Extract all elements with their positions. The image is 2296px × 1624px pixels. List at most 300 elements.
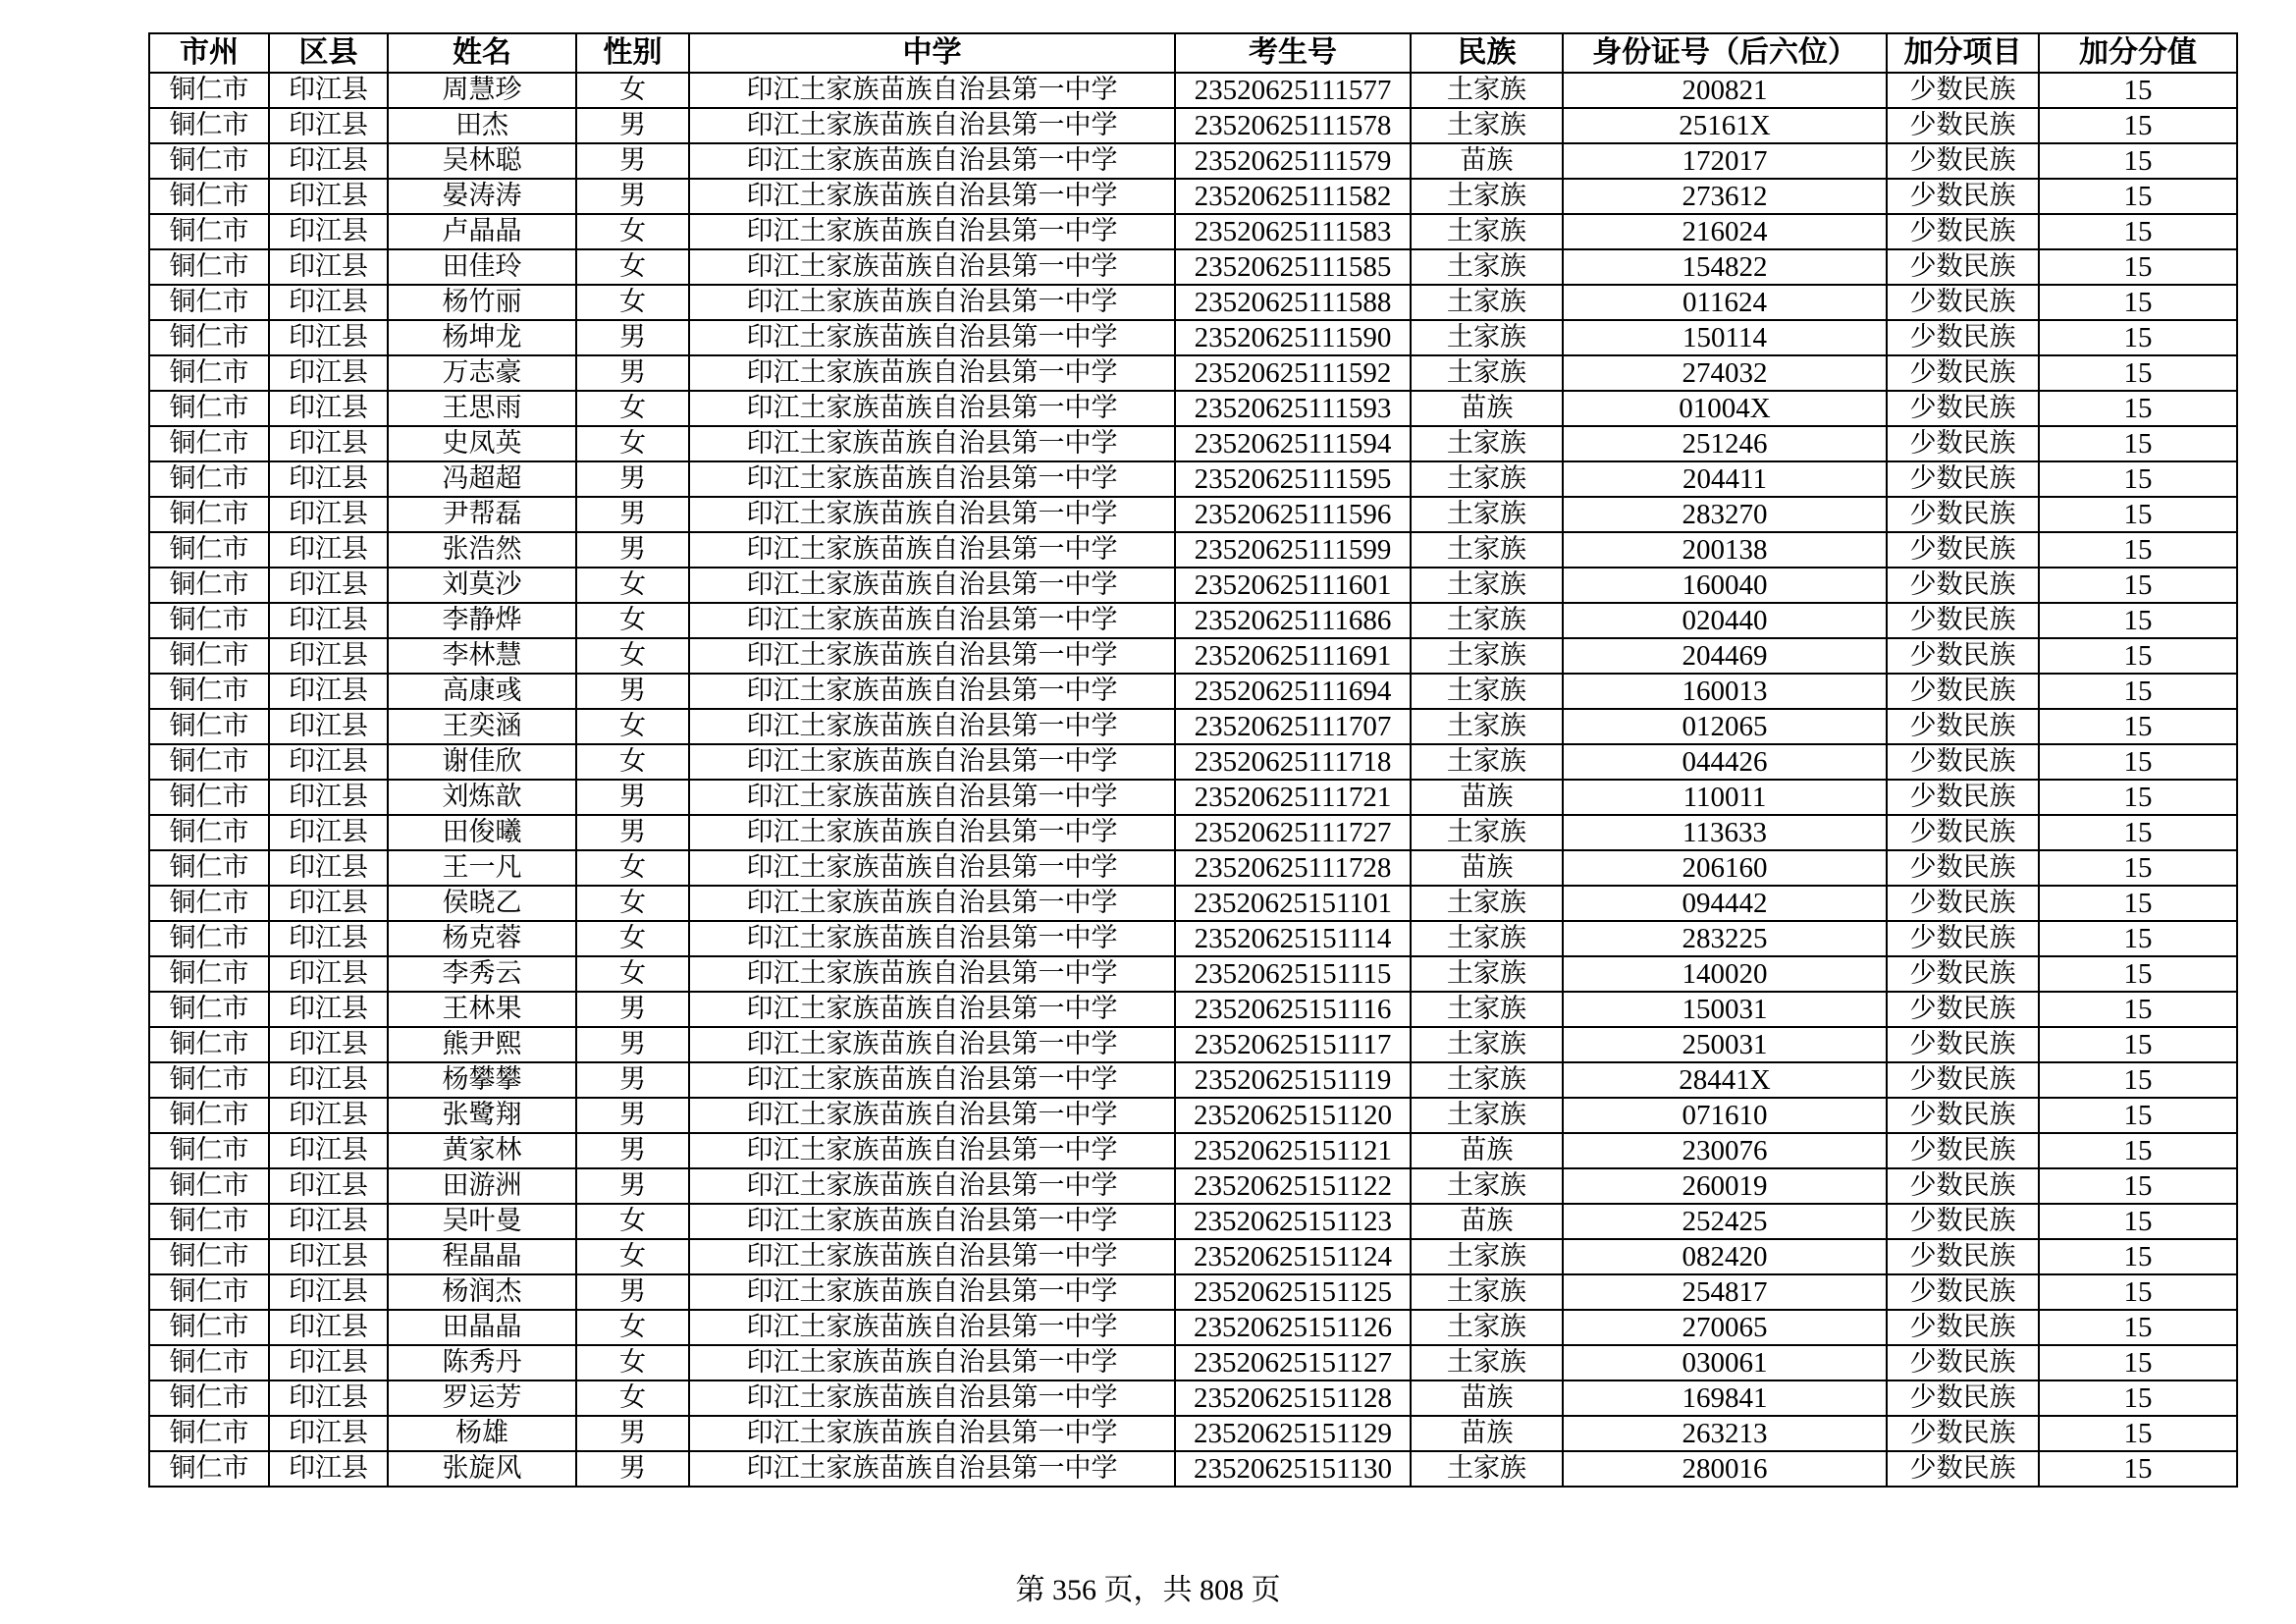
cell-bonus-value: 15 [2039, 355, 2237, 391]
cell-city: 铜仁市 [149, 674, 269, 709]
cell-name: 杨雄 [388, 1416, 576, 1451]
cell-name: 田游洲 [388, 1168, 576, 1204]
cell-gender: 男 [576, 1451, 689, 1487]
cell-school: 印江土家族苗族自治县第一中学 [689, 391, 1175, 426]
cell-county: 印江县 [269, 603, 388, 638]
cell-exam-number: 23520625111592 [1175, 355, 1411, 391]
cell-bonus-item: 少数民族 [1887, 249, 2039, 285]
cell-county: 印江县 [269, 214, 388, 249]
cell-gender: 女 [576, 744, 689, 780]
cell-id-last-six: 150114 [1563, 320, 1887, 355]
header-city: 市州 [149, 33, 269, 73]
cell-city: 铜仁市 [149, 461, 269, 497]
cell-city: 铜仁市 [149, 426, 269, 461]
cell-school: 印江土家族苗族自治县第一中学 [689, 603, 1175, 638]
cell-bonus-value: 15 [2039, 108, 2237, 143]
cell-city: 铜仁市 [149, 1168, 269, 1204]
cell-school: 印江土家族苗族自治县第一中学 [689, 320, 1175, 355]
cell-name: 李秀云 [388, 956, 576, 992]
cell-school: 印江土家族苗族自治县第一中学 [689, 355, 1175, 391]
cell-ethnicity: 苗族 [1411, 850, 1563, 886]
cell-bonus-value: 15 [2039, 1098, 2237, 1133]
cell-city: 铜仁市 [149, 143, 269, 179]
cell-id-last-six: 200138 [1563, 532, 1887, 568]
cell-gender: 男 [576, 815, 689, 850]
cell-gender: 女 [576, 426, 689, 461]
cell-gender: 男 [576, 1133, 689, 1168]
table-row [149, 674, 2237, 709]
cell-id-last-six: 254817 [1563, 1274, 1887, 1310]
table-row [149, 603, 2237, 638]
header-row [149, 33, 2237, 73]
cell-city: 铜仁市 [149, 285, 269, 320]
cell-county: 印江县 [269, 956, 388, 992]
table-row [149, 1274, 2237, 1310]
cell-exam-number: 23520625111595 [1175, 461, 1411, 497]
cell-name: 王思雨 [388, 391, 576, 426]
cell-bonus-item: 少数民族 [1887, 1345, 2039, 1380]
cell-name: 刘莫沙 [388, 568, 576, 603]
cell-city: 铜仁市 [149, 568, 269, 603]
cell-ethnicity: 土家族 [1411, 992, 1563, 1027]
cell-exam-number: 23520625151120 [1175, 1098, 1411, 1133]
cell-ethnicity: 土家族 [1411, 249, 1563, 285]
cell-county: 印江县 [269, 1133, 388, 1168]
cell-bonus-value: 15 [2039, 638, 2237, 674]
cell-exam-number: 23520625111596 [1175, 497, 1411, 532]
cell-id-last-six: 204469 [1563, 638, 1887, 674]
cell-ethnicity: 土家族 [1411, 461, 1563, 497]
cell-name: 张浩然 [388, 532, 576, 568]
cell-city: 铜仁市 [149, 780, 269, 815]
cell-exam-number: 23520625111577 [1175, 73, 1411, 108]
cell-city: 铜仁市 [149, 709, 269, 744]
table-row [149, 143, 2237, 179]
cell-city: 铜仁市 [149, 815, 269, 850]
cell-city: 铜仁市 [149, 1380, 269, 1416]
cell-id-last-six: 260019 [1563, 1168, 1887, 1204]
table-row [149, 426, 2237, 461]
table-row [149, 179, 2237, 214]
cell-city: 铜仁市 [149, 1345, 269, 1380]
cell-exam-number: 23520625151127 [1175, 1345, 1411, 1380]
cell-city: 铜仁市 [149, 921, 269, 956]
cell-bonus-item: 少数民族 [1887, 108, 2039, 143]
cell-bonus-value: 15 [2039, 497, 2237, 532]
cell-gender: 女 [576, 850, 689, 886]
cell-exam-number: 23520625111686 [1175, 603, 1411, 638]
cell-id-last-six: 140020 [1563, 956, 1887, 992]
table-row [149, 1062, 2237, 1098]
cell-ethnicity: 土家族 [1411, 179, 1563, 214]
cell-bonus-item: 少数民族 [1887, 956, 2039, 992]
cell-county: 印江县 [269, 1168, 388, 1204]
table-row [149, 886, 2237, 921]
cell-exam-number: 23520625151122 [1175, 1168, 1411, 1204]
cell-bonus-value: 15 [2039, 461, 2237, 497]
cell-bonus-item: 少数民族 [1887, 426, 2039, 461]
cell-school: 印江土家族苗族自治县第一中学 [689, 1062, 1175, 1098]
cell-name: 王林果 [388, 992, 576, 1027]
cell-exam-number: 23520625151130 [1175, 1451, 1411, 1487]
cell-bonus-value: 15 [2039, 674, 2237, 709]
cell-bonus-item: 少数民族 [1887, 744, 2039, 780]
cell-exam-number: 23520625111590 [1175, 320, 1411, 355]
cell-gender: 男 [576, 320, 689, 355]
cell-ethnicity: 土家族 [1411, 214, 1563, 249]
cell-city: 铜仁市 [149, 532, 269, 568]
cell-gender: 男 [576, 1416, 689, 1451]
cell-county: 印江县 [269, 497, 388, 532]
cell-exam-number: 23520625151129 [1175, 1416, 1411, 1451]
cell-ethnicity: 土家族 [1411, 532, 1563, 568]
cell-school: 印江土家族苗族自治县第一中学 [689, 1133, 1175, 1168]
cell-county: 印江县 [269, 179, 388, 214]
cell-bonus-value: 15 [2039, 426, 2237, 461]
cell-city: 铜仁市 [149, 1416, 269, 1451]
cell-county: 印江县 [269, 285, 388, 320]
cell-school: 印江土家族苗族自治县第一中学 [689, 179, 1175, 214]
cell-bonus-value: 15 [2039, 1239, 2237, 1274]
cell-exam-number: 23520625111601 [1175, 568, 1411, 603]
cell-bonus-item: 少数民族 [1887, 1168, 2039, 1204]
cell-ethnicity: 土家族 [1411, 568, 1563, 603]
cell-ethnicity: 土家族 [1411, 1239, 1563, 1274]
cell-ethnicity: 土家族 [1411, 1098, 1563, 1133]
cell-ethnicity: 苗族 [1411, 1380, 1563, 1416]
cell-county: 印江县 [269, 426, 388, 461]
cell-exam-number: 23520625151119 [1175, 1062, 1411, 1098]
table-row [149, 850, 2237, 886]
cell-id-last-six: 206160 [1563, 850, 1887, 886]
cell-county: 印江县 [269, 1310, 388, 1345]
cell-exam-number: 23520625111578 [1175, 108, 1411, 143]
cell-city: 铜仁市 [149, 497, 269, 532]
cell-gender: 男 [576, 780, 689, 815]
cell-id-last-six: 044426 [1563, 744, 1887, 780]
cell-city: 铜仁市 [149, 956, 269, 992]
cell-bonus-item: 少数民族 [1887, 815, 2039, 850]
header-bonus-item: 加分项目 [1887, 33, 2039, 73]
cell-bonus-value: 15 [2039, 815, 2237, 850]
cell-county: 印江县 [269, 992, 388, 1027]
header-id-last-six: 身份证号（后六位） [1563, 33, 1887, 73]
cell-name: 尹帮磊 [388, 497, 576, 532]
cell-ethnicity: 土家族 [1411, 1062, 1563, 1098]
cell-exam-number: 23520625111582 [1175, 179, 1411, 214]
cell-id-last-six: 094442 [1563, 886, 1887, 921]
cell-exam-number: 23520625111721 [1175, 780, 1411, 815]
cell-name: 黄家林 [388, 1133, 576, 1168]
cell-school: 印江土家族苗族自治县第一中学 [689, 1168, 1175, 1204]
cell-city: 铜仁市 [149, 1239, 269, 1274]
cell-exam-number: 23520625111588 [1175, 285, 1411, 320]
cell-bonus-item: 少数民族 [1887, 1239, 2039, 1274]
cell-bonus-value: 15 [2039, 956, 2237, 992]
cell-bonus-item: 少数民族 [1887, 1027, 2039, 1062]
cell-bonus-item: 少数民族 [1887, 638, 2039, 674]
cell-ethnicity: 土家族 [1411, 956, 1563, 992]
table-row [149, 355, 2237, 391]
cell-city: 铜仁市 [149, 355, 269, 391]
cell-city: 铜仁市 [149, 108, 269, 143]
cell-gender: 女 [576, 1204, 689, 1239]
cell-city: 铜仁市 [149, 214, 269, 249]
cell-gender: 女 [576, 638, 689, 674]
cell-county: 印江县 [269, 1274, 388, 1310]
cell-ethnicity: 苗族 [1411, 1204, 1563, 1239]
cell-id-last-six: 273612 [1563, 179, 1887, 214]
cell-id-last-six: 172017 [1563, 143, 1887, 179]
table-row [149, 73, 2237, 108]
cell-name: 刘炼歆 [388, 780, 576, 815]
cell-bonus-item: 少数民族 [1887, 1098, 2039, 1133]
cell-gender: 女 [576, 709, 689, 744]
cell-name: 田俊曦 [388, 815, 576, 850]
cell-county: 印江县 [269, 568, 388, 603]
table-row [149, 709, 2237, 744]
cell-gender: 男 [576, 1168, 689, 1204]
cell-gender: 女 [576, 921, 689, 956]
cell-exam-number: 23520625111599 [1175, 532, 1411, 568]
cell-ethnicity: 苗族 [1411, 391, 1563, 426]
table-row [149, 214, 2237, 249]
cell-ethnicity: 土家族 [1411, 108, 1563, 143]
cell-bonus-item: 少数民族 [1887, 1133, 2039, 1168]
table-row [149, 1451, 2237, 1487]
cell-bonus-value: 15 [2039, 603, 2237, 638]
cell-county: 印江县 [269, 108, 388, 143]
cell-name: 张旋风 [388, 1451, 576, 1487]
cell-bonus-value: 15 [2039, 320, 2237, 355]
cell-id-last-six: 204411 [1563, 461, 1887, 497]
cell-county: 印江县 [269, 815, 388, 850]
cell-bonus-item: 少数民族 [1887, 1310, 2039, 1345]
cell-bonus-value: 15 [2039, 992, 2237, 1027]
cell-bonus-value: 15 [2039, 532, 2237, 568]
cell-exam-number: 23520625111727 [1175, 815, 1411, 850]
cell-name: 高康彧 [388, 674, 576, 709]
cell-exam-number: 23520625151101 [1175, 886, 1411, 921]
table-row [149, 1310, 2237, 1345]
cell-bonus-value: 15 [2039, 921, 2237, 956]
cell-city: 铜仁市 [149, 1062, 269, 1098]
cell-bonus-item: 少数民族 [1887, 921, 2039, 956]
cell-ethnicity: 土家族 [1411, 921, 1563, 956]
cell-ethnicity: 土家族 [1411, 638, 1563, 674]
cell-county: 印江县 [269, 1451, 388, 1487]
cell-bonus-value: 15 [2039, 1168, 2237, 1204]
cell-school: 印江土家族苗族自治县第一中学 [689, 73, 1175, 108]
cell-city: 铜仁市 [149, 603, 269, 638]
cell-county: 印江县 [269, 744, 388, 780]
cell-id-last-six: 25161X [1563, 108, 1887, 143]
cell-bonus-item: 少数民族 [1887, 355, 2039, 391]
cell-ethnicity: 土家族 [1411, 603, 1563, 638]
cell-bonus-value: 15 [2039, 143, 2237, 179]
cell-bonus-value: 15 [2039, 886, 2237, 921]
table-row [149, 780, 2237, 815]
cell-exam-number: 23520625151128 [1175, 1380, 1411, 1416]
cell-bonus-item: 少数民族 [1887, 497, 2039, 532]
cell-gender: 男 [576, 674, 689, 709]
cell-bonus-value: 15 [2039, 744, 2237, 780]
cell-ethnicity: 土家族 [1411, 1274, 1563, 1310]
header-county: 区县 [269, 33, 388, 73]
cell-gender: 女 [576, 568, 689, 603]
cell-county: 印江县 [269, 461, 388, 497]
cell-exam-number: 23520625111718 [1175, 744, 1411, 780]
cell-name: 万志豪 [388, 355, 576, 391]
cell-gender: 女 [576, 214, 689, 249]
cell-gender: 男 [576, 1062, 689, 1098]
header-name: 姓名 [388, 33, 576, 73]
cell-bonus-value: 15 [2039, 179, 2237, 214]
cell-school: 印江土家族苗族自治县第一中学 [689, 744, 1175, 780]
cell-exam-number: 23520625151125 [1175, 1274, 1411, 1310]
cell-id-last-six: 113633 [1563, 815, 1887, 850]
cell-ethnicity: 土家族 [1411, 1310, 1563, 1345]
cell-county: 印江县 [269, 1416, 388, 1451]
cell-gender: 女 [576, 956, 689, 992]
cell-county: 印江县 [269, 1027, 388, 1062]
cell-id-last-six: 283225 [1563, 921, 1887, 956]
cell-id-last-six: 150031 [1563, 992, 1887, 1027]
cell-ethnicity: 土家族 [1411, 426, 1563, 461]
cell-name: 田晶晶 [388, 1310, 576, 1345]
cell-id-last-six: 274032 [1563, 355, 1887, 391]
cell-city: 铜仁市 [149, 850, 269, 886]
cell-bonus-value: 15 [2039, 1062, 2237, 1098]
cell-gender: 女 [576, 73, 689, 108]
cell-school: 印江土家族苗族自治县第一中学 [689, 1380, 1175, 1416]
cell-id-last-six: 252425 [1563, 1204, 1887, 1239]
cell-bonus-value: 15 [2039, 249, 2237, 285]
cell-gender: 女 [576, 285, 689, 320]
cell-name: 杨克蓉 [388, 921, 576, 956]
cell-city: 铜仁市 [149, 73, 269, 108]
cell-name: 杨润杰 [388, 1274, 576, 1310]
cell-exam-number: 23520625111579 [1175, 143, 1411, 179]
cell-city: 铜仁市 [149, 638, 269, 674]
cell-gender: 男 [576, 532, 689, 568]
cell-county: 印江县 [269, 249, 388, 285]
page-footer: 第 356 页，共 808 页 [1015, 1574, 1281, 1606]
cell-school: 印江土家族苗族自治县第一中学 [689, 674, 1175, 709]
cell-id-last-six: 154822 [1563, 249, 1887, 285]
cell-city: 铜仁市 [149, 1204, 269, 1239]
cell-school: 印江土家族苗族自治县第一中学 [689, 1204, 1175, 1239]
header-gender: 性别 [576, 33, 689, 73]
cell-gender: 男 [576, 992, 689, 1027]
cell-county: 印江县 [269, 73, 388, 108]
cell-id-last-six: 082420 [1563, 1239, 1887, 1274]
cell-bonus-item: 少数民族 [1887, 1451, 2039, 1487]
cell-name: 侯晓乙 [388, 886, 576, 921]
table-row [149, 461, 2237, 497]
cell-name: 卢晶晶 [388, 214, 576, 249]
header-bonus-value: 加分分值 [2039, 33, 2237, 73]
header-exam-number: 考生号 [1175, 33, 1411, 73]
table-row [149, 1345, 2237, 1380]
cell-county: 印江县 [269, 674, 388, 709]
cell-name: 吴叶曼 [388, 1204, 576, 1239]
cell-id-last-six: 251246 [1563, 426, 1887, 461]
cell-school: 印江土家族苗族自治县第一中学 [689, 249, 1175, 285]
cell-ethnicity: 苗族 [1411, 780, 1563, 815]
cell-gender: 女 [576, 1310, 689, 1345]
cell-school: 印江土家族苗族自治县第一中学 [689, 143, 1175, 179]
cell-gender: 男 [576, 1098, 689, 1133]
cell-exam-number: 23520625151121 [1175, 1133, 1411, 1168]
cell-bonus-item: 少数民族 [1887, 780, 2039, 815]
cell-school: 印江土家族苗族自治县第一中学 [689, 709, 1175, 744]
cell-id-last-six: 160013 [1563, 674, 1887, 709]
cell-bonus-value: 15 [2039, 1451, 2237, 1487]
cell-name: 杨坤龙 [388, 320, 576, 355]
cell-name: 熊尹熙 [388, 1027, 576, 1062]
cell-ethnicity: 土家族 [1411, 815, 1563, 850]
cell-bonus-item: 少数民族 [1887, 1380, 2039, 1416]
table-row [149, 1098, 2237, 1133]
cell-name: 李林慧 [388, 638, 576, 674]
cell-bonus-value: 15 [2039, 1310, 2237, 1345]
cell-bonus-value: 15 [2039, 1133, 2237, 1168]
cell-bonus-item: 少数民族 [1887, 674, 2039, 709]
cell-school: 印江土家族苗族自治县第一中学 [689, 1345, 1175, 1380]
cell-ethnicity: 苗族 [1411, 1133, 1563, 1168]
cell-ethnicity: 土家族 [1411, 1451, 1563, 1487]
cell-name: 杨攀攀 [388, 1062, 576, 1098]
cell-name: 吴林聪 [388, 143, 576, 179]
table-row [149, 391, 2237, 426]
cell-id-last-six: 270065 [1563, 1310, 1887, 1345]
cell-exam-number: 23520625151114 [1175, 921, 1411, 956]
cell-school: 印江土家族苗族自治县第一中学 [689, 1098, 1175, 1133]
cell-city: 铜仁市 [149, 1133, 269, 1168]
cell-gender: 男 [576, 461, 689, 497]
cell-gender: 男 [576, 108, 689, 143]
cell-name: 程晶晶 [388, 1239, 576, 1274]
cell-id-last-six: 216024 [1563, 214, 1887, 249]
cell-exam-number: 23520625151126 [1175, 1310, 1411, 1345]
cell-id-last-six: 200821 [1563, 73, 1887, 108]
cell-bonus-item: 少数民族 [1887, 568, 2039, 603]
cell-city: 铜仁市 [149, 992, 269, 1027]
cell-bonus-item: 少数民族 [1887, 320, 2039, 355]
cell-school: 印江土家族苗族自治县第一中学 [689, 815, 1175, 850]
table-row [149, 1133, 2237, 1168]
cell-county: 印江县 [269, 921, 388, 956]
cell-school: 印江土家族苗族自治县第一中学 [689, 461, 1175, 497]
cell-exam-number: 23520625111691 [1175, 638, 1411, 674]
cell-exam-number: 23520625111707 [1175, 709, 1411, 744]
cell-exam-number: 23520625111583 [1175, 214, 1411, 249]
cell-gender: 男 [576, 179, 689, 214]
cell-exam-number: 23520625111728 [1175, 850, 1411, 886]
table-row [149, 956, 2237, 992]
cell-bonus-value: 15 [2039, 1274, 2237, 1310]
table-row [149, 1416, 2237, 1451]
cell-county: 印江县 [269, 320, 388, 355]
cell-county: 印江县 [269, 709, 388, 744]
cell-name: 王奕涵 [388, 709, 576, 744]
header-school: 中学 [689, 33, 1175, 73]
cell-school: 印江土家族苗族自治县第一中学 [689, 921, 1175, 956]
cell-name: 杨竹丽 [388, 285, 576, 320]
table-row [149, 497, 2237, 532]
cell-bonus-item: 少数民族 [1887, 850, 2039, 886]
